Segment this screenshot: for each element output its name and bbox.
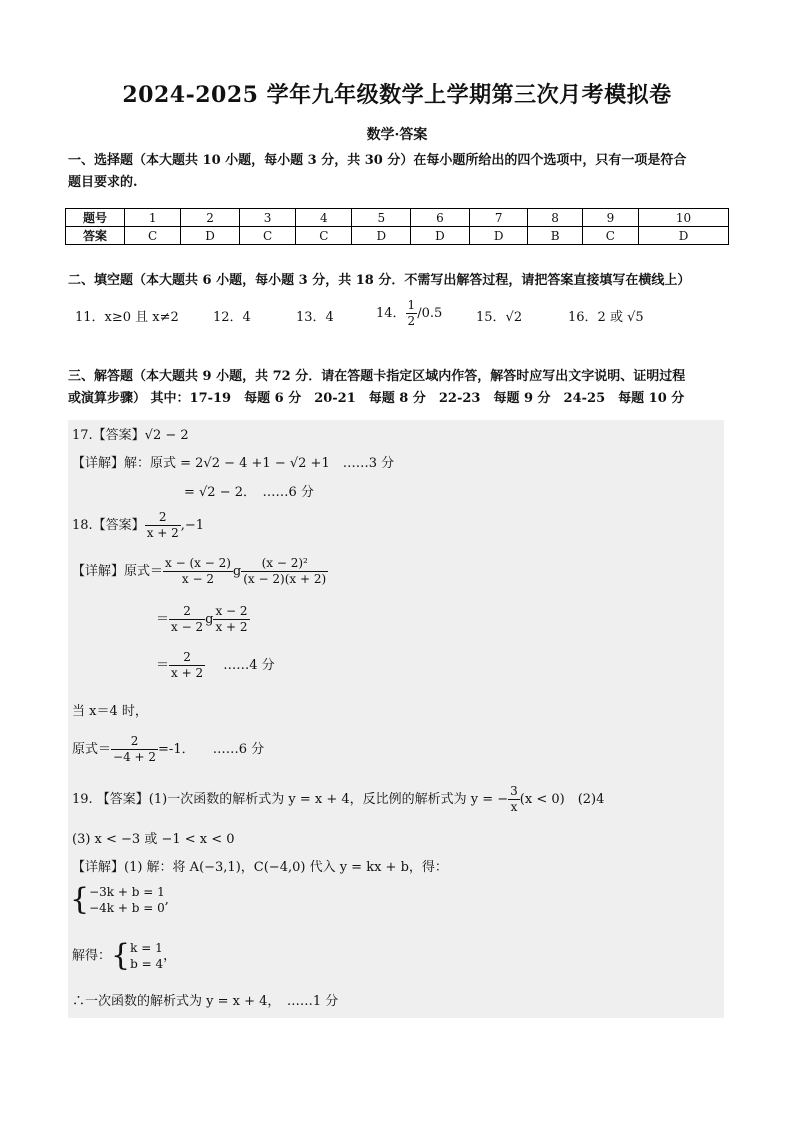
equation-system — [130, 940, 163, 972]
table-cell: D — [639, 227, 729, 245]
denominator: x − 2 — [181, 572, 215, 586]
equation: −3k + b = 1 — [89, 885, 165, 899]
numerator: 1 — [407, 298, 416, 312]
numerator: x − (x − 2) — [165, 556, 231, 570]
fraction — [241, 556, 328, 587]
fraction — [508, 784, 520, 815]
q19-system-1 — [70, 884, 169, 916]
table-cell: 10 — [639, 209, 729, 227]
q19-answer-line1 — [72, 784, 604, 815]
section3-heading — [68, 366, 748, 410]
score-note: ……4 分 — [223, 658, 275, 673]
denominator: x — [510, 800, 518, 814]
denominator: x − 2 — [171, 620, 204, 634]
q19-answer-part-a: 19. 【答案】(1)一次函数的解析式为 y = x + 4，反比例的解析式为 y = − — [72, 792, 509, 807]
q18-detail-line1 — [72, 556, 328, 587]
q18-result-value: =-1． — [158, 742, 195, 757]
q19-solve-label: 解得： — [72, 948, 112, 964]
fraction — [163, 556, 233, 587]
answer-table-number-row — [66, 209, 729, 227]
table-cell: 2 — [181, 209, 240, 227]
q18-answer — [72, 510, 204, 541]
answer-table — [65, 208, 729, 245]
q19-solve — [72, 940, 176, 972]
page-subtitle: 数学·答案 — [366, 127, 428, 143]
table-cell: C — [582, 227, 638, 245]
brace-icon: { — [111, 938, 131, 973]
table-cell: 3 — [239, 209, 295, 227]
punctuation: ， — [163, 948, 177, 964]
fraction — [145, 510, 181, 541]
fill-answer-15: 15．√2 — [476, 310, 523, 325]
numerator: 2 — [145, 510, 181, 526]
denominator: 2 — [407, 314, 416, 328]
q19-answer-part-b: (x < 0) (2)4 — [519, 792, 605, 807]
equation: b = 4 — [130, 957, 164, 971]
section2-heading: 二、填空题（本大题共 6 小题，每小题 3 分，共 18 分．不需写出解答过程，请把答案直接填写在横线上） — [68, 273, 691, 288]
q19-conclusion: ∴一次函数的解析式为 y = x + 4， ……1 分 — [72, 994, 339, 1009]
fill-answer-11: 11．x≥0 且 x≠2 — [75, 310, 179, 325]
table-cell: 7 — [469, 209, 528, 227]
fill-answer-16: 16．2 或 √5 — [568, 310, 644, 325]
table-cell: 8 — [528, 209, 582, 227]
table-cell: 5 — [352, 209, 411, 227]
section1-heading-line2: 题目要求的. — [68, 175, 138, 190]
q18-result — [72, 734, 264, 765]
punctuation: , — [164, 892, 169, 908]
equation-system — [89, 884, 165, 916]
table-cell: 4 — [296, 209, 352, 227]
denominator: x + 2 — [215, 620, 248, 634]
equals: ＝ — [156, 612, 170, 627]
q18-detail-line3 — [156, 650, 275, 681]
section3-heading-line2: 或演算步骤） 其中：17-19 每题 6 分 20-21 每题 8 分 22-23 每题 9 分 24-25 每题 10 分 — [68, 391, 685, 406]
operator: g — [205, 612, 214, 627]
q17-detail-line1: 【详解】解：原式 = 2√2 − 4 +1 − √2 +1 ……3 分 — [72, 456, 395, 471]
fill-answer-14-suffix: /0.5 — [417, 306, 443, 321]
fill-answer-14-prefix: 14． — [376, 306, 406, 321]
q18-answer-prefix: 18.【答案】 — [72, 518, 145, 533]
fraction — [111, 734, 158, 765]
q17-detail-line2: = √2 − 2． ……6 分 — [184, 485, 314, 500]
fill-answer-14 — [376, 298, 442, 329]
table-cell: B — [528, 227, 582, 245]
numerator: 2 — [169, 604, 205, 620]
table-cell: C — [125, 227, 181, 245]
operator: g — [232, 564, 242, 579]
page-title: 2024-2025 学年九年级数学上学期第三次月考模拟卷 — [122, 82, 672, 108]
numerator: (x − 2)² — [241, 556, 328, 572]
equation: −4k + b = 0 — [89, 901, 165, 915]
numerator: x − 2 — [215, 604, 248, 618]
brace-icon: { — [70, 882, 90, 917]
denominator: x + 2 — [171, 666, 204, 680]
section1-heading-line1: 一、选择题（本大题共 10 小题，每小题 3 分，共 30 分）在每小题所给出的四个选项中，只有一项是符合 — [68, 153, 687, 168]
table-cell: 9 — [582, 209, 638, 227]
q18-detail-label: 【详解】原式＝ — [72, 564, 164, 579]
row-label-number: 题号 — [66, 209, 125, 227]
numerator: 3 — [510, 784, 518, 798]
q19-detail-line1: 【详解】(1) 解：将 A(−3,1)，C(−4,0) 代入 y = kx + b，得： — [72, 860, 448, 875]
denominator: x + 2 — [146, 526, 179, 540]
table-cell: 1 — [125, 209, 181, 227]
equals: ＝ — [156, 658, 170, 673]
table-cell: D — [352, 227, 411, 245]
table-cell: D — [469, 227, 528, 245]
q18-answer-suffix: ,−1 — [180, 518, 205, 533]
section3-heading-line1: 三、解答题（本大题共 9 小题，共 72 分．请在答题卡指定区域内作答，解答时应写出文字说明、证明过程 — [68, 369, 686, 384]
fraction — [213, 604, 249, 635]
fill-answer-13: 13．4 — [296, 310, 334, 325]
answer-table-answer-row — [66, 227, 729, 245]
fraction — [169, 650, 205, 681]
table-cell: 6 — [411, 209, 470, 227]
table-cell: D — [411, 227, 470, 245]
equation: k = 1 — [130, 941, 163, 955]
q19-answer-line2: (3) x < −3 或 −1 < x < 0 — [72, 832, 235, 847]
fill-answer-12: 12．4 — [213, 310, 251, 325]
table-cell: C — [239, 227, 295, 245]
q18-detail-line2 — [156, 604, 250, 635]
q18-when: 当 x＝4 时， — [72, 704, 148, 719]
fraction — [169, 604, 205, 635]
q18-result-label: 原式＝ — [72, 742, 112, 757]
q17-answer: 17.【答案】√2 − 2 — [72, 428, 189, 443]
section1-heading — [68, 150, 738, 194]
row-label-answer: 答案 — [66, 227, 125, 245]
table-cell: C — [296, 227, 352, 245]
denominator: −4 + 2 — [113, 750, 157, 764]
numerator: 2 — [169, 650, 205, 666]
fraction — [406, 298, 418, 329]
denominator: (x − 2)(x + 2) — [243, 572, 327, 586]
score-note: ……6 分 — [212, 742, 265, 757]
numerator: 2 — [111, 734, 158, 750]
table-cell: D — [181, 227, 240, 245]
